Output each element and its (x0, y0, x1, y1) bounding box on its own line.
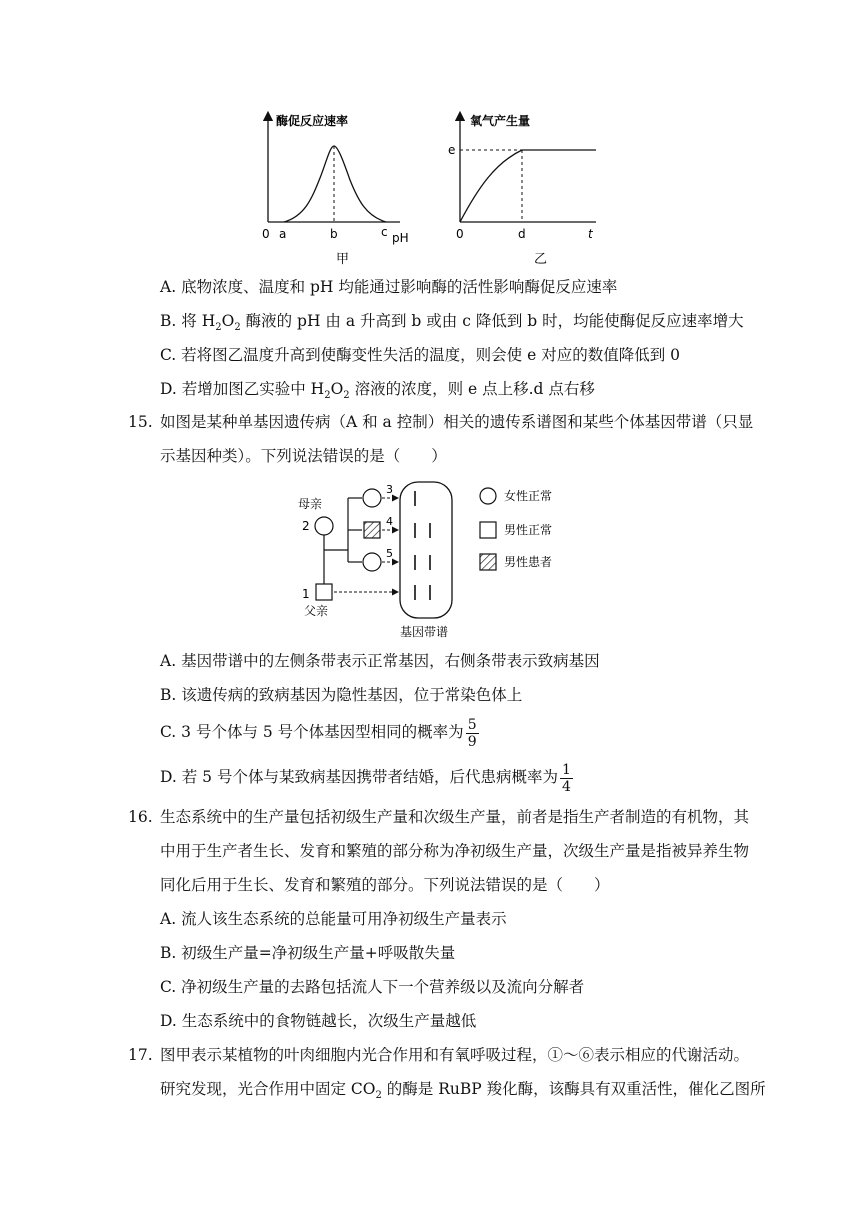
mother-symbol (315, 517, 333, 535)
jia-tick-c: c (381, 225, 388, 239)
q16-stem-line2: 中用于生产者生长、发育和繁殖的部分称为净初级生产量，次级生产量是指被异养生物 (160, 842, 750, 860)
fraction-1-4: $\frac{1}{4}$ (561, 761, 571, 795)
q17-stem-line2: 研究发现，光合作用中固定 $CO_2$ 的酶是 RuBP 羧化酶，该酶具有双重活性，催化乙图所 (160, 1080, 766, 1102)
jia-tick-b: b (330, 227, 338, 241)
q14-option-b: B. 将 $H_2O_2$ 酶液的 pH 由 a 升高到 b 或由 c 降低到 b 时，均能使酶促反应速率增大 (160, 312, 744, 334)
legend-male-affected-symbol (480, 554, 496, 570)
q14-option-d: D. 若增加图乙实验中 $H_2O_2$ 溶液的浓度，则 e 点上移.d 点右移 (160, 380, 595, 402)
q14-option-c: C. 若将图乙温度升高到使酶变性失活的温度，则会使 e 对应的数值降低到 0 (160, 346, 680, 364)
jia-caption: 甲 (336, 252, 350, 267)
yi-xlabel: t (588, 227, 593, 241)
legend-female-normal-symbol (480, 488, 496, 504)
q16-option-b: B. 初级生产量=净初级生产量+呼吸散失量 (160, 944, 456, 962)
q16-number: 16. (128, 808, 153, 826)
graph-yi (448, 113, 596, 267)
id-3: 3 (386, 483, 393, 496)
yi-ylabel: 氧气产生量 (470, 114, 531, 128)
father-label: 父亲 (304, 604, 329, 618)
gene-band-label: 基因带谱 (400, 625, 449, 639)
pedigree-figure (290, 478, 580, 646)
yi-tick-d: d (518, 227, 526, 241)
graph-jia (262, 113, 409, 267)
q15-option-a: A. 基因带谱中的左侧条带表示正常基因，右侧条带表示致病基因 (160, 652, 600, 670)
q15-option-c: C. 3 号个体与 5 号个体基因型相同的概率为 $\frac{5}{9}$ (160, 716, 477, 750)
father-symbol (316, 584, 332, 600)
gene-band-box (400, 482, 452, 618)
legend-female-normal: 女性正常 (504, 489, 553, 503)
individual-4-symbol (364, 522, 380, 538)
jia-ylabel: 酶促反应速率 (276, 114, 349, 128)
q16-stem-line3: 同化后用于生长、发育和繁殖的部分。下列说法错误的是（ ） (160, 876, 610, 894)
id-2: 2 (302, 519, 310, 533)
q15-stem-line2: 示基因种类）。下列说法错误的是（ ） (160, 447, 447, 465)
q16-stem-line1: 生态系统中的生产量包括初级生产量和次级生产量，前者是指生产者制造的有机物，其 (160, 808, 750, 826)
jia-bell-curve (284, 146, 386, 222)
q16-option-d: D. 生态系统中的食物链越长，次级生产量越低 (160, 1012, 477, 1030)
id-5: 5 (386, 547, 393, 560)
q15-option-b: B. 该遗传病的致病基因为隐性基因，位于常染色体上 (160, 686, 523, 704)
q16-option-c: C. 净初级生产量的去路包括流人下一个营养级以及流向分解者 (160, 978, 585, 996)
yi-curve (460, 150, 596, 222)
q16-option-a: A. 流人该生态系统的总能量可用净初级生产量表示 (160, 910, 507, 928)
yi-caption: 乙 (534, 252, 548, 267)
jia-xlabel: pH (392, 231, 409, 245)
individual-3-symbol (363, 489, 381, 507)
yi-origin: 0 (456, 227, 464, 241)
q15-number: 15. (128, 413, 153, 431)
q15-stem-line1: 如图是某种单基因遗传病（A 和 a 控制）相关的遗传系谱图和某些个体基因带谱（只显 (160, 413, 754, 431)
yi-tick-e: e (448, 143, 456, 157)
id-4: 4 (386, 515, 393, 528)
q15-option-d: D. 若 5 号个体与某致病基因携带者结婚，后代患病概率为 $\frac{1}{4}$ (160, 761, 571, 795)
legend-male-normal: 男性正常 (504, 523, 553, 537)
q17-number: 17. (128, 1046, 153, 1064)
mother-label: 母亲 (298, 497, 323, 511)
jia-tick-a: a (279, 227, 287, 241)
q14-option-a: A. 底物浓度、温度和 pH 均能通过影响酶的活性影响酶促反应速率 (160, 278, 618, 296)
enzyme-figure (250, 108, 610, 273)
individual-5-symbol (363, 553, 381, 571)
q17-stem-line1: 图甲表示某植物的叶肉细胞内光合作用和有氧呼吸过程，①～⑥表示相应的代谢活动。 (160, 1046, 750, 1064)
fraction-5-9: $\frac{5}{9}$ (467, 716, 477, 750)
legend-male-normal-symbol (480, 522, 496, 538)
id-1: 1 (302, 587, 310, 601)
jia-origin: 0 (262, 227, 270, 241)
legend-male-affected: 男性患者 (504, 555, 553, 569)
